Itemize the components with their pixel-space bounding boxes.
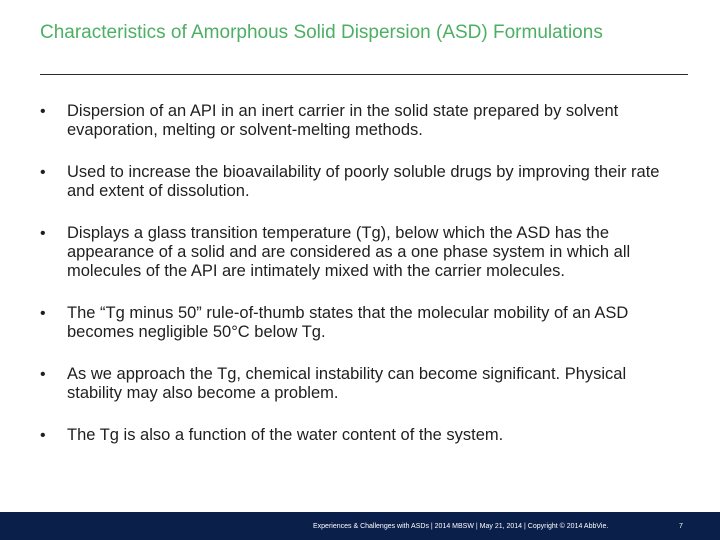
bullet-text: Used to increase the bioavailability of poorly soluble drugs by improving their rate and extent of dissolution. bbox=[67, 163, 660, 200]
bullet-item bbox=[40, 426, 680, 445]
bullet-marker: • bbox=[40, 164, 46, 181]
bullet-item bbox=[40, 365, 680, 403]
page-number: 7 bbox=[679, 523, 683, 530]
bullet-marker: • bbox=[40, 427, 46, 444]
bullet-marker: • bbox=[40, 103, 46, 120]
bullet-item bbox=[40, 102, 680, 140]
footer-text: Experiences & Challenges with ASDs | 2014 MBSW | May 21, 2014 | Copyright © 2014 AbbVie. bbox=[313, 523, 609, 530]
bullet-marker: • bbox=[40, 225, 46, 242]
bullet-text: As we approach the Tg, chemical instability can become significant. Physical stability may also become a problem. bbox=[67, 365, 627, 402]
bullet-text: Displays a glass transition temperature (Tg), below which the ASD has the appearance of a solid and are considered as a one phase system in which all molecules of the API are intimately mixed with the carrier molecules. bbox=[67, 224, 631, 280]
slide-title: Characteristics of Amorphous Solid Dispersion (ASD) Formulations bbox=[40, 22, 603, 43]
bullet-list bbox=[40, 102, 680, 468]
bullet-item bbox=[40, 163, 680, 201]
bullet-text: The “Tg minus 50” rule-of-thumb states that the molecular mobility of an ASD becomes negligible 50°C below Tg. bbox=[67, 304, 629, 341]
bullet-text: Dispersion of an API in an inert carrier in the solid state prepared by solvent evaporation, melting or solvent-melting methods. bbox=[67, 102, 619, 139]
bullet-item bbox=[40, 224, 680, 281]
footer-bar bbox=[0, 512, 720, 540]
title-divider bbox=[40, 74, 688, 75]
bullet-marker: • bbox=[40, 366, 46, 383]
bullet-item bbox=[40, 304, 680, 342]
bullet-text: The Tg is also a function of the water content of the system. bbox=[67, 426, 504, 444]
bullet-marker: • bbox=[40, 305, 46, 322]
